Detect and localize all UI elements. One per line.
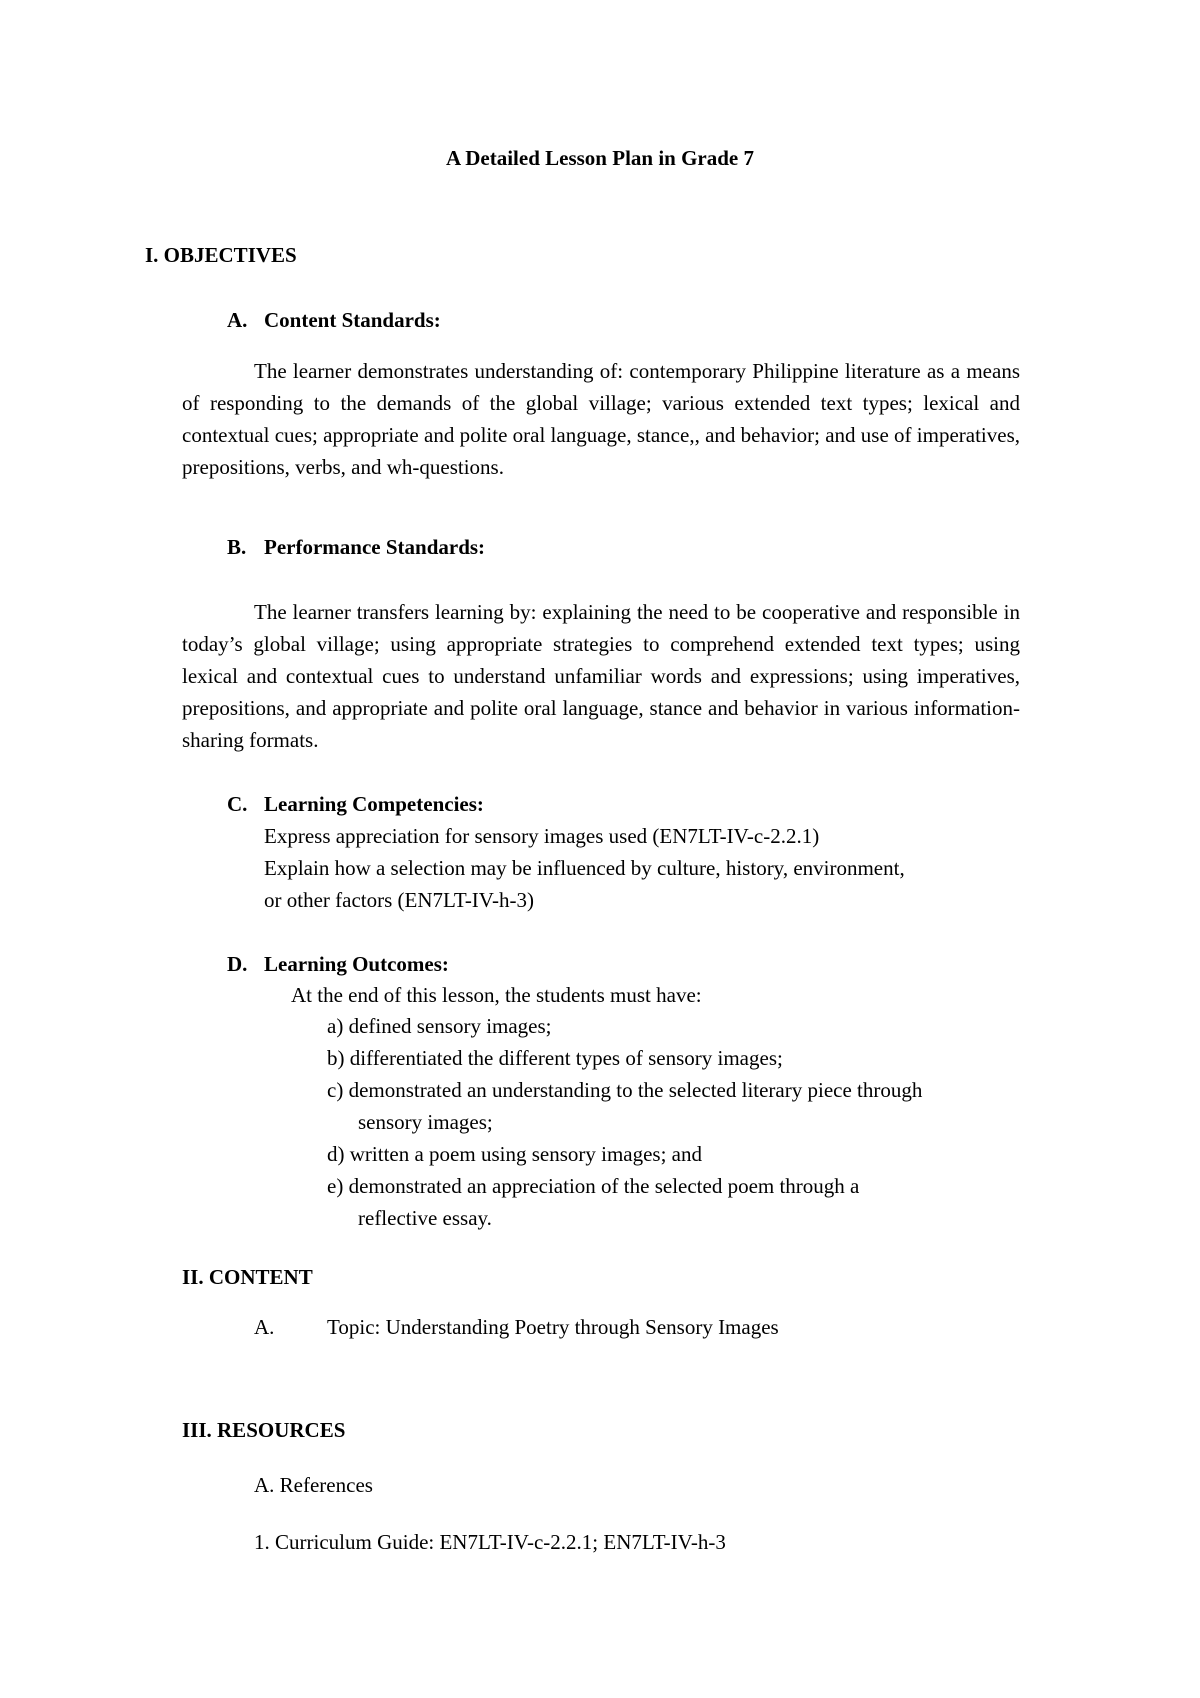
learning-competencies-label: Learning Competencies:: [264, 792, 484, 816]
outcome-item: sensory images;: [358, 1110, 493, 1134]
objectives-heading: I. OBJECTIVES: [145, 243, 297, 267]
content-topic-marker: A.: [254, 1315, 275, 1339]
learning-competencies-marker: C.: [227, 792, 248, 816]
content-heading: II. CONTENT: [182, 1265, 313, 1289]
resources-heading: III. RESOURCES: [182, 1418, 346, 1442]
outcome-item: c) demonstrated an understanding to the selected literary piece through: [327, 1078, 923, 1102]
outcome-item: b) differentiated the different types of sensory images;: [327, 1046, 783, 1070]
outcome-item: d) written a poem using sensory images; and: [327, 1142, 703, 1166]
competency-line: or other factors (EN7LT-IV-h-3): [264, 888, 535, 912]
learning-outcomes-intro: At the end of this lesson, the students must have:: [291, 983, 702, 1007]
content-standards-marker: A.: [227, 308, 248, 332]
performance-standards-text: The learner transfers learning by: explaining the need to be cooperative and responsible in today’s global village; using appropriate strategies to comprehend extended text types; using lexical and contextual cues to understand unfamiliar words and expressions; using imperatives, prepositions, and appropriate and polite oral language, stance and behavior in various information-sharing formats.: [182, 600, 1020, 752]
outcome-item: e) demonstrated an appreciation of the selected poem through a: [327, 1174, 860, 1198]
content-standards-text: The learner demonstrates understanding of: contemporary Philippine literature as a means of responding to the demands of the global village; various extended text types; lexical and contextual cues; appropriate and polite oral language, stance,, and behavior; and use of imperatives, prepositions, verbs, and wh-questions.: [182, 359, 1020, 479]
learning-outcomes-list: [327, 1010, 922, 1234]
performance-standards-marker: B.: [227, 535, 247, 559]
references-label: A. References: [254, 1473, 373, 1497]
document-title: A Detailed Lesson Plan in Grade 7: [445, 146, 755, 170]
content-standards-label: Content Standards:: [264, 308, 441, 332]
competency-line: Explain how a selection may be influenced by culture, history, environment,: [264, 856, 905, 880]
competency-line: Express appreciation for sensory images used (EN7LT-IV-c-2.2.1): [264, 824, 820, 848]
content-topic: Topic: Understanding Poetry through Sensory Images: [327, 1315, 779, 1339]
outcome-item: reflective essay.: [358, 1206, 492, 1230]
outcome-item: a) defined sensory images;: [327, 1014, 552, 1038]
learning-outcomes-marker: D.: [227, 952, 248, 976]
performance-standards-label: Performance Standards:: [264, 535, 486, 559]
reference-item: 1. Curriculum Guide: EN7LT-IV-c-2.2.1; EN7LT-IV-h-3: [254, 1530, 726, 1554]
learning-competencies-list: [264, 820, 905, 916]
learning-outcomes-label: Learning Outcomes:: [264, 952, 449, 976]
